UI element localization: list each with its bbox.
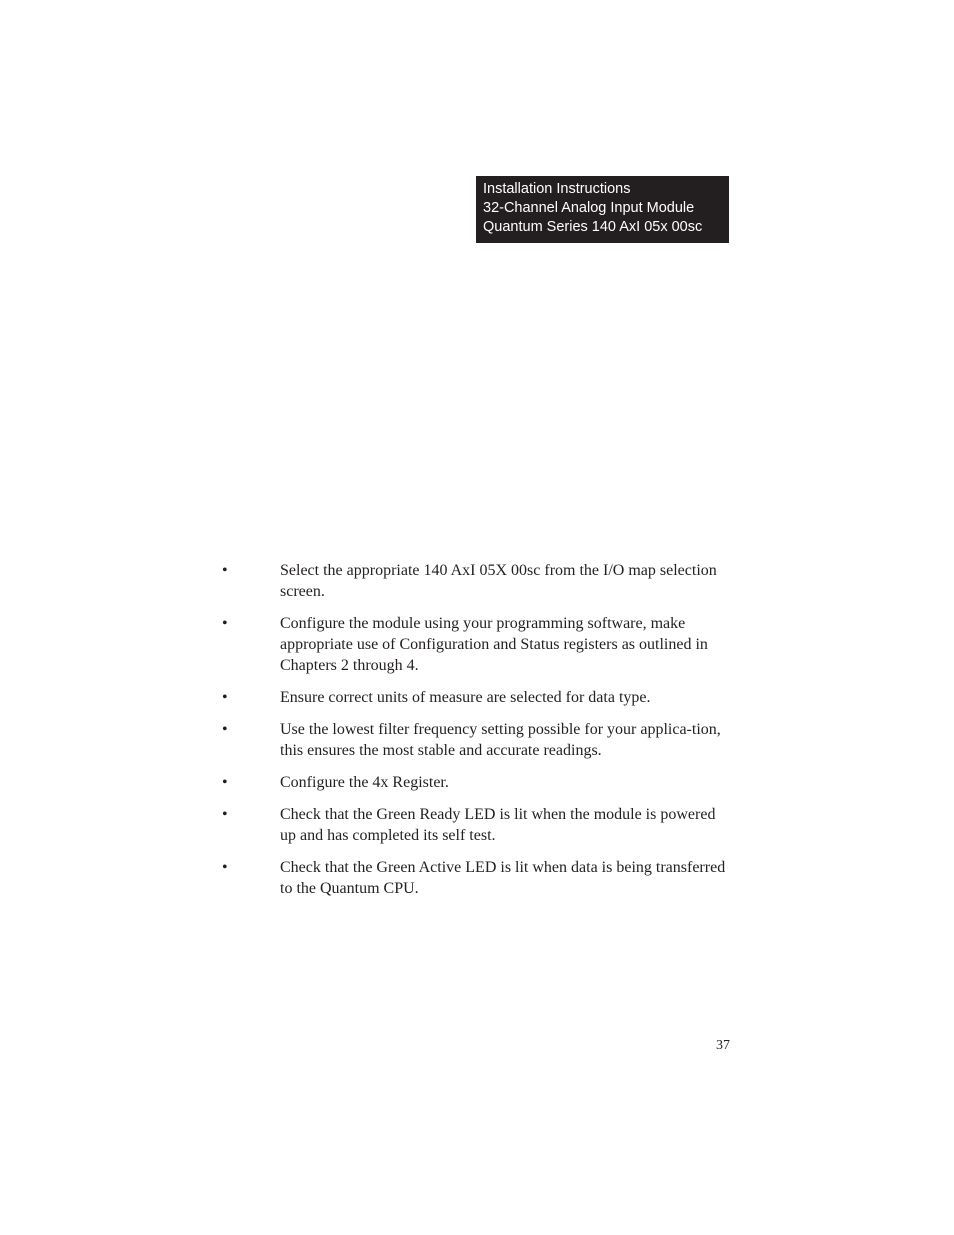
bullet-icon: •: [222, 615, 228, 632]
header-title: Installation Instructions: [483, 181, 631, 197]
list-item-text: Check that the Green Ready LED is lit when the module is powered up and has completed its self test.: [280, 806, 716, 844]
bullet-icon: •: [222, 689, 228, 706]
document-header-box: [476, 176, 729, 243]
bullet-icon: •: [222, 774, 228, 791]
bullet-icon: •: [222, 859, 228, 876]
list-item-text: Use the lowest filter frequency setting possible for your applica-tion, this ensures the most stable and accurate readings.: [280, 721, 721, 759]
list-item-text: Configure the 4x Register.: [280, 774, 449, 791]
list-item-text: Check that the Green Active LED is lit when data is being transferred to the Quantum CPU.: [280, 859, 726, 897]
list-item: [222, 719, 732, 761]
list-item-text: Select the appropriate 140 AxI 05X 00sc from the I/O map selection screen.: [280, 562, 717, 600]
list-item: [222, 613, 732, 676]
bullet-icon: •: [222, 562, 228, 579]
bullet-icon: •: [222, 721, 228, 738]
list-item-text: Configure the module using your programming software, make appropriate use of Configuration and Status registers as outlined in Chapters 2 through 4.: [280, 615, 708, 674]
checklist: [222, 560, 732, 910]
list-item: [222, 857, 732, 899]
header-subtitle: 32-Channel Analog Input Module: [483, 200, 695, 216]
list-item-text: Ensure correct units of measure are selected for data type.: [280, 689, 651, 706]
list-item: [222, 772, 732, 793]
bullet-icon: •: [222, 806, 228, 823]
list-item: [222, 804, 732, 846]
header-series: Quantum Series 140 AxI 05x 00sc: [483, 219, 703, 235]
list-item: [222, 560, 732, 602]
page-number: 37: [716, 1038, 730, 1053]
list-item: [222, 687, 732, 708]
